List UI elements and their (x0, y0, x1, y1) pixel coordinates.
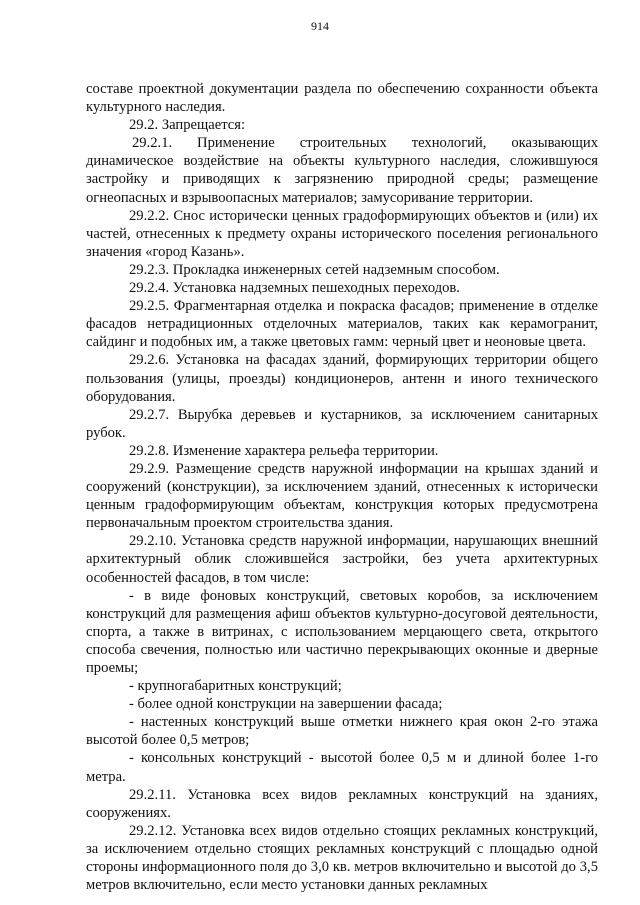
paragraph-29-2-4: 29.2.4. Установка надземных пешеходных переходов. (129, 280, 460, 297)
paragraph-29-2-2: 29.2.2. Снос исторически ценных градоформирующих объектов и (или) их частей, отнесенных к предмету охраны исторического поселения регионального значения «город Казань». (86, 207, 598, 260)
paragraph-29-2: 29.2. Запрещается: (129, 117, 246, 134)
paragraph-29-2-9: 29.2.9. Размещение средств наружной информации на крышах зданий и сооружений (конструкции), за исключением зданий, отнесенных к исторически ценным градоформирующим объектам, конструкция которых предусмотрена первоначальным проектом строительства здания. (86, 460, 598, 532)
document-body (86, 80, 598, 894)
paragraph-29-2-12: 29.2.12. Установка всех видов отдельно стоящих рекламных конструкций, за исключением отдельно стоящих рекламных конструкций с площадью одной стороны информационного поля до 3,0 кв. метров включительно и высотой до 3,5 метров включительно, если место установки данных рекламных (86, 822, 598, 894)
list-item-console-constructions: - консольных конструкций - высотой более 0,5 м и длиной более 1-го метра. (86, 750, 598, 785)
list-item-wall-constructions: - настенных конструкций выше отметки нижнего края окон 2-го этажа высотой более 0,5 метров; (86, 714, 598, 749)
paragraph-29-2-11: 29.2.11. Установка всех видов рекламных конструкций на зданиях, сооружениях. (86, 786, 598, 821)
list-item-facade-top: - более одной конструкции на завершении фасада; (129, 696, 443, 713)
list-item-large-constructions: - крупногабаритных конструкций; (129, 678, 342, 695)
paragraph-29-2-7: 29.2.7. Вырубка деревьев и кустарников, за исключением санитарных рубок. (86, 406, 598, 441)
paragraph-29-2-1: 29.2.1. Применение строительных технологий, оказывающих динамическое воздействие на объекты культурного наследия, сложившуюся застройку и приводящих к загрязнению природной среды; размещение огнеопасных и взрывоопасных материалов; замусоривание территории. (86, 135, 598, 206)
page-number: 914 (311, 19, 329, 33)
list-item-background-constructions: - в виде фоновых конструкций, световых коробов, за исключением конструкций для размещения афиш объектов культурно-досуговой деятельности, спорта, а также в витринах, с использованием мерцающего света, открытого способа свечения, полностью или частично перекрывающих оконные и дверные проемы; (86, 587, 598, 676)
paragraph-29-2-8: 29.2.8. Изменение характера рельефа территории. (129, 442, 439, 459)
paragraph-continuation: составе проектной документации раздела по обеспечению сохранности объекта культурного наследия. (86, 81, 598, 116)
paragraph-29-2-3: 29.2.3. Прокладка инженерных сетей надземным способом. (129, 261, 500, 278)
paragraph-29-2-5: 29.2.5. Фрагментарная отделка и покраска фасадов; применение в отделке фасадов нетрадиционных отделочных материалов, таких как керамогранит, сайдинг и подобных им, а также цветовых гамм: черный цвет и неоновые цвета. (86, 298, 598, 351)
paragraph-29-2-10: 29.2.10. Установка средств наружной информации, нарушающих внешний архитектурный облик сложившейся застройки, без учета архитектурных особенностей фасадов, в том числе: (86, 533, 598, 586)
paragraph-29-2-6: 29.2.6. Установка на фасадах зданий, формирующих территории общего пользования (улицы, проезды) кондиционеров, антенн и иного технического оборудования. (86, 352, 598, 405)
